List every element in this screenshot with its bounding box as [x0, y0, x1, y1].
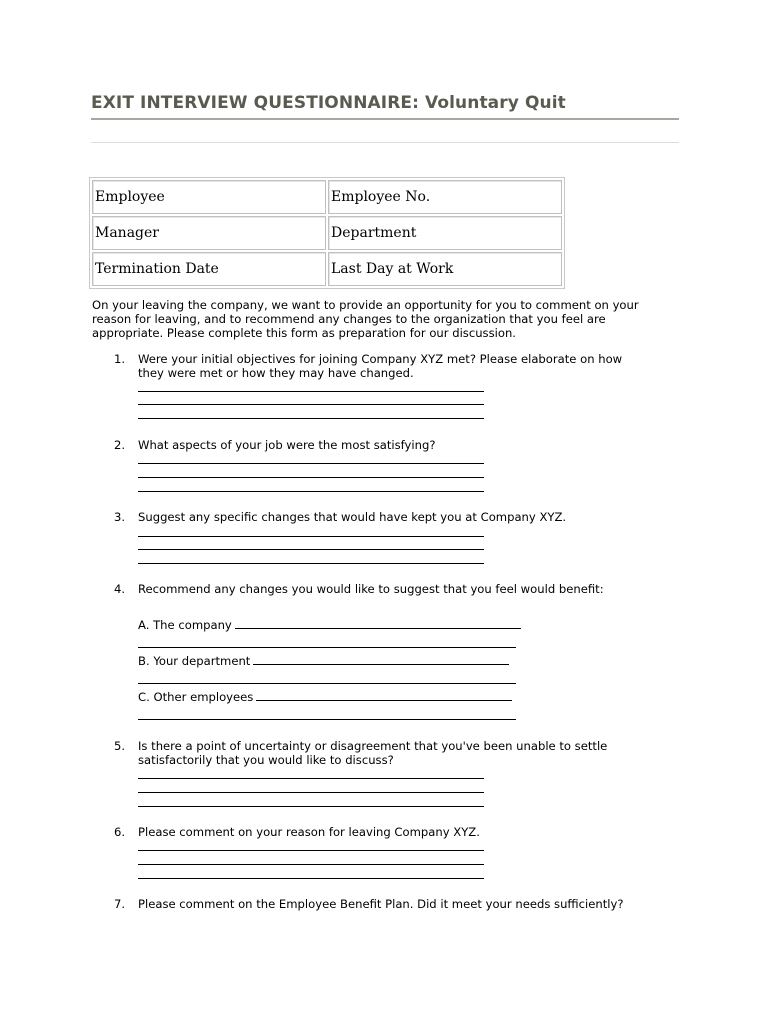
- subitem-other-employees: [138, 689, 512, 704]
- subitem-label: B. Your department: [138, 654, 251, 668]
- manager-field[interactable]: Manager: [92, 216, 326, 250]
- question-text: Recommend any changes you would like to suggest that you feel would benefit:: [138, 582, 604, 596]
- answer-line[interactable]: [138, 806, 484, 807]
- answer-line[interactable]: [138, 647, 516, 648]
- answer-line[interactable]: [138, 850, 484, 851]
- last-day-field[interactable]: Last Day at Work: [328, 252, 562, 286]
- answer-line[interactable]: [138, 563, 484, 564]
- department-field[interactable]: Department: [328, 216, 562, 250]
- employee-info-table: [89, 177, 565, 289]
- answer-line[interactable]: [235, 617, 521, 629]
- answer-line[interactable]: [138, 878, 484, 879]
- termination-date-field[interactable]: Termination Date: [92, 252, 326, 286]
- answer-line[interactable]: [138, 549, 484, 550]
- question-number: 1.: [114, 352, 126, 366]
- table-row: [92, 216, 562, 250]
- question-number: 4.: [114, 582, 126, 596]
- subitem-department: [138, 653, 509, 668]
- answer-line[interactable]: [138, 778, 484, 779]
- subitem-label: C. Other employees: [138, 690, 254, 704]
- question-text: Were your initial objectives for joining Company XYZ met? Please elaborate on how they were met or how they may have changed.: [138, 352, 623, 380]
- question-text: Suggest any specific changes that would have kept you at Company XYZ.: [138, 510, 567, 524]
- answer-line[interactable]: [138, 792, 484, 793]
- employee-field[interactable]: Employee: [92, 180, 326, 214]
- employee-no-field[interactable]: Employee No.: [328, 180, 562, 214]
- question-number: 5.: [114, 739, 126, 753]
- answer-line[interactable]: [138, 477, 484, 478]
- question-text: What aspects of your job were the most satisfying?: [138, 438, 436, 452]
- answer-line[interactable]: [138, 404, 484, 405]
- answer-line[interactable]: [138, 463, 484, 464]
- question-number: 6.: [114, 825, 126, 839]
- subitem-label: A. The company: [138, 618, 232, 632]
- table-row: [92, 252, 562, 286]
- question-text: Please comment on the Employee Benefit Plan. Did it meet your needs sufficiently?: [138, 897, 624, 911]
- intro-paragraph: On your leaving the company, we want to provide an opportunity for you to comment on your reason for leaving, and to recommend any changes to the organization that you feel are appropriate. Please complete this form as preparation for our discussion.: [92, 298, 639, 340]
- answer-line[interactable]: [256, 689, 512, 701]
- question-text: Is there a point of uncertainty or disagreement that you've been unable to settle satisfactorily that you would like to discuss?: [138, 739, 608, 767]
- answer-line[interactable]: [138, 536, 484, 537]
- answer-line[interactable]: [138, 418, 484, 419]
- question-number: 2.: [114, 438, 126, 452]
- answer-line[interactable]: [138, 491, 484, 492]
- table-row: [92, 180, 562, 214]
- answer-line[interactable]: [138, 391, 484, 392]
- answer-line[interactable]: [253, 653, 509, 665]
- answer-line[interactable]: [138, 864, 484, 865]
- answer-line[interactable]: [138, 683, 516, 684]
- answer-line[interactable]: [138, 719, 516, 720]
- title-divider: [91, 118, 679, 120]
- question-number: 3.: [114, 510, 126, 524]
- subitem-company: [138, 617, 521, 632]
- question-text: Please comment on your reason for leaving Company XYZ.: [138, 825, 480, 839]
- page-title: EXIT INTERVIEW QUESTIONNAIRE: Voluntary Quit: [91, 93, 566, 113]
- section-divider: [91, 142, 679, 143]
- question-number: 7.: [114, 897, 126, 911]
